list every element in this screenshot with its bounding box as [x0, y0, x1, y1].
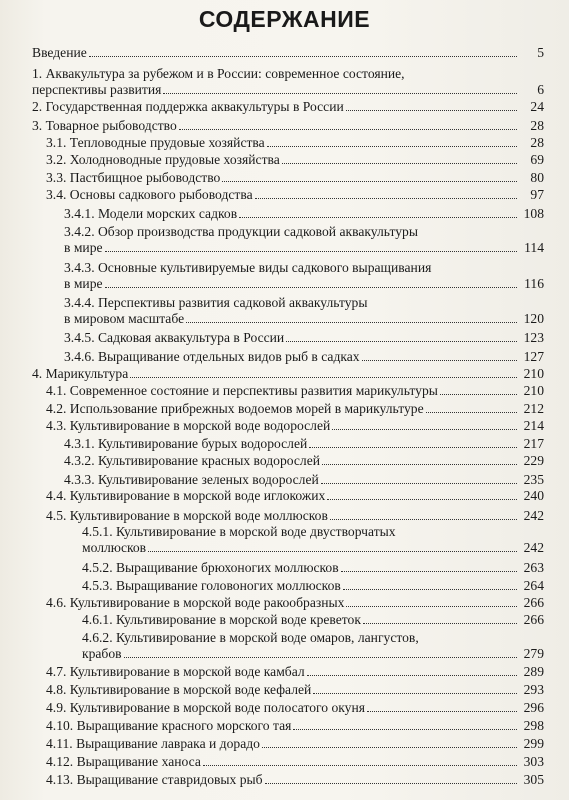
- toc-entry-text-continued: в мире: [64, 276, 103, 291]
- dot-leader: [105, 287, 517, 288]
- dot-leader: [322, 464, 517, 465]
- dot-leader: [282, 163, 517, 164]
- toc-entry: [46, 383, 544, 399]
- toc-entry-text: 3.4.6. Выращивание отдельных видов рыб в садках: [64, 349, 360, 364]
- toc-entry-text: 4.3.3. Культивирование зеленых водорослей: [64, 472, 319, 487]
- toc-entry: [82, 578, 544, 594]
- toc-entry-text: 4.9. Культивирование в морской воде полосатого окуня: [46, 700, 365, 715]
- toc-entry: [82, 630, 544, 662]
- toc-entry: [46, 595, 544, 611]
- dot-leader: [346, 110, 517, 111]
- toc-page-number: 289: [523, 664, 544, 679]
- dot-leader: [179, 129, 517, 130]
- toc-page-number: 123: [523, 330, 544, 345]
- dot-leader: [367, 711, 517, 712]
- dot-leader: [327, 499, 517, 500]
- toc-entry-text-continued: крабов: [82, 646, 122, 661]
- toc-entry: [46, 682, 544, 698]
- dot-leader: [255, 198, 517, 199]
- toc-entry-text: 3.4.5. Садковая аквакультура в России: [64, 330, 285, 345]
- dot-leader: [130, 377, 517, 378]
- toc-page-number: 299: [523, 736, 544, 751]
- toc-entry-text: 4.8. Культивирование в морской воде кефалей: [46, 682, 312, 697]
- dot-leader: [343, 589, 517, 590]
- dot-leader: [362, 360, 517, 361]
- toc-entry-text: 3.3. Пастбищное рыбоводство: [46, 170, 221, 185]
- toc-page-number: 28: [530, 118, 544, 133]
- toc-entry: [64, 436, 544, 452]
- dot-leader: [363, 623, 517, 624]
- toc-page-number: 116: [524, 276, 544, 291]
- toc-entry-text: 3. Товарное рыбоводство: [32, 118, 177, 133]
- toc-entry-text: 3.2. Холодноводные прудовые хозяйства: [46, 152, 280, 167]
- toc-entry-text: 3.4. Основы садкового рыбоводства: [46, 187, 253, 202]
- dot-leader: [341, 571, 517, 572]
- toc-page-number: 5: [537, 45, 544, 60]
- toc-page-number: 217: [523, 436, 544, 451]
- toc-page-number: 266: [523, 612, 544, 627]
- toc-page-number: 212: [523, 401, 544, 416]
- toc-page-number: 24: [530, 99, 544, 114]
- toc-entry-text: Введение: [32, 45, 87, 60]
- toc-page-number: 296: [523, 700, 544, 715]
- dot-leader: [321, 483, 517, 484]
- toc-entry-text: 4.6.2. Культивирование в морской воде омаров, лангустов,: [82, 630, 419, 645]
- toc-entry: [64, 453, 544, 469]
- toc-entry: [46, 700, 544, 716]
- toc-entry-text: 4.4. Культивирование в морской воде иглокожих: [46, 488, 326, 503]
- dot-leader: [105, 251, 517, 252]
- toc-page-number: 298: [523, 718, 544, 733]
- toc-entry: [32, 366, 544, 382]
- dot-leader: [309, 447, 517, 448]
- toc-page-number: 108: [523, 206, 544, 221]
- toc-page-number: 28: [530, 135, 544, 150]
- toc-entry-text: 4.5.1. Культивирование в морской воде двустворчатых: [82, 524, 396, 539]
- toc-entry: [46, 508, 544, 524]
- toc-page-number: 266: [523, 595, 544, 610]
- toc-entry-text-continued: перспективы развития: [32, 82, 162, 97]
- toc-entry: [32, 99, 544, 115]
- toc-entry-text: 4. Марикультура: [32, 366, 129, 381]
- toc-page-number: 97: [530, 187, 544, 202]
- toc-page-number: 263: [523, 560, 544, 575]
- dot-leader: [222, 181, 517, 182]
- toc-entry: [32, 45, 544, 61]
- toc-entry: [46, 187, 544, 203]
- toc-page-number: 242: [523, 540, 544, 555]
- dot-leader: [332, 429, 517, 430]
- toc-entry: [64, 206, 544, 222]
- toc-entry-text-continued: моллюсков: [82, 540, 147, 555]
- toc-entry-text: 3.1. Тепловодные прудовые хозяйства: [46, 135, 265, 150]
- dot-leader: [265, 783, 517, 784]
- toc-page-number: 120: [523, 311, 544, 326]
- dot-leader: [267, 146, 517, 147]
- dot-leader: [346, 606, 517, 607]
- toc-entry-text: 4.2. Использование прибрежных водоемов морей в марикультуре: [46, 401, 424, 416]
- toc-entry: [64, 295, 544, 327]
- toc-entry: [46, 170, 544, 186]
- toc-entry: [64, 472, 544, 488]
- toc-entry: [46, 135, 544, 151]
- toc-entry: [46, 754, 544, 770]
- toc-page-number: 210: [523, 366, 544, 381]
- dot-leader: [286, 341, 517, 342]
- toc-entry-text: 4.5. Культивирование в морской воде моллюсков: [46, 508, 328, 523]
- toc-entry: [46, 488, 544, 504]
- dot-leader: [186, 322, 517, 323]
- dot-leader: [124, 657, 517, 658]
- toc-entry: [64, 224, 544, 256]
- dot-leader: [426, 412, 517, 413]
- toc-entry-text: 4.3.1. Культивирование бурых водорослей: [64, 436, 308, 451]
- toc-entry: [82, 612, 544, 628]
- toc-entry: [46, 152, 544, 168]
- toc-entry-text: 4.12. Выращивание ханоса: [46, 754, 201, 769]
- dot-leader: [330, 519, 517, 520]
- dot-leader: [293, 729, 517, 730]
- dot-leader: [203, 765, 517, 766]
- toc-entry: [46, 418, 544, 434]
- toc-page-number: 242: [523, 508, 544, 523]
- toc-page-number: 210: [523, 383, 544, 398]
- toc-entry-text: 4.11. Выращивание лаврака и дорадо: [46, 736, 260, 751]
- toc-entry: [46, 736, 544, 752]
- toc-entry-text: 4.13. Выращивание ставридовых рыб: [46, 772, 263, 787]
- toc-entry-text: 4.5.3. Выращивание головоногих моллюсков: [82, 578, 341, 593]
- toc-page-number: 229: [523, 453, 544, 468]
- toc-entry: [82, 524, 544, 556]
- dot-leader: [148, 551, 517, 552]
- toc-entry: [46, 772, 544, 788]
- toc-entry-text: 4.3. Культивирование в морской воде водорослей: [46, 418, 331, 433]
- dot-leader: [440, 394, 517, 395]
- toc-entry-text: 4.1. Современное состояние и перспективы развития марикультуры: [46, 383, 438, 398]
- toc-entry-text: 4.6.1. Культивирование в морской воде креветок: [82, 612, 361, 627]
- toc-entry: [82, 560, 544, 576]
- toc-page-number: 6: [537, 82, 544, 97]
- toc-entry: [64, 330, 544, 346]
- toc-entry-text: 4.3.2. Культивирование красных водорослей: [64, 453, 321, 468]
- toc-entry-text: 3.4.2. Обзор производства продукции садковой аквакультуры: [64, 224, 418, 239]
- toc-entry: [32, 118, 544, 134]
- toc-page-number: 235: [523, 472, 544, 487]
- toc-entry: [64, 260, 544, 292]
- toc-page-number: 240: [523, 488, 544, 503]
- dot-leader: [307, 675, 517, 676]
- dot-leader: [163, 93, 517, 94]
- toc-page-number: 264: [523, 578, 544, 593]
- dot-leader: [313, 693, 517, 694]
- page-title: СОДЕРЖАНИЕ: [198, 6, 371, 32]
- toc-entry: [46, 718, 544, 734]
- toc-page-number: 127: [523, 349, 544, 364]
- dot-leader: [262, 747, 517, 748]
- toc-entry-text: 3.4.1. Модели морских садков: [64, 206, 238, 221]
- toc-entry: [64, 349, 544, 365]
- toc-entry-text: 3.4.3. Основные культивируемые виды садкового выращивания: [64, 260, 432, 275]
- toc-entry: [46, 664, 544, 680]
- toc-entry-text: 4.6. Культивирование в морской воде ракообразных: [46, 595, 345, 610]
- toc-page-number: 69: [530, 152, 544, 167]
- toc-entry-text: 4.5.2. Выращивание брюхоногих моллюсков: [82, 560, 339, 575]
- toc-entry-text: 4.7. Культивирование в морской воде камбал: [46, 664, 305, 679]
- toc-page-number: 80: [530, 170, 544, 185]
- dot-leader: [239, 217, 517, 218]
- toc-page-number: 293: [523, 682, 544, 697]
- toc-entry-text: 4.10. Выращивание красного морского тая: [46, 718, 292, 733]
- toc-entry: [46, 401, 544, 417]
- toc-entry-text-continued: в мировом масштабе: [64, 311, 185, 326]
- toc-page-number: 279: [523, 646, 544, 661]
- toc-page-number: 114: [524, 240, 544, 255]
- toc-entry-text: 2. Государственная поддержка аквакультуры в России: [32, 99, 344, 114]
- toc-entry-text: 3.4.4. Перспективы развития садковой аквакультуры: [64, 295, 368, 310]
- toc-entry-text: 1. Аквакультура за рубежом и в России: современное состояние,: [32, 66, 405, 81]
- toc-entry: [32, 66, 544, 98]
- toc-page-number: 303: [523, 754, 544, 769]
- toc-page-number: 305: [523, 772, 544, 787]
- toc-page-number: 214: [523, 418, 544, 433]
- dot-leader: [89, 56, 517, 57]
- toc-entry-text-continued: в мире: [64, 240, 103, 255]
